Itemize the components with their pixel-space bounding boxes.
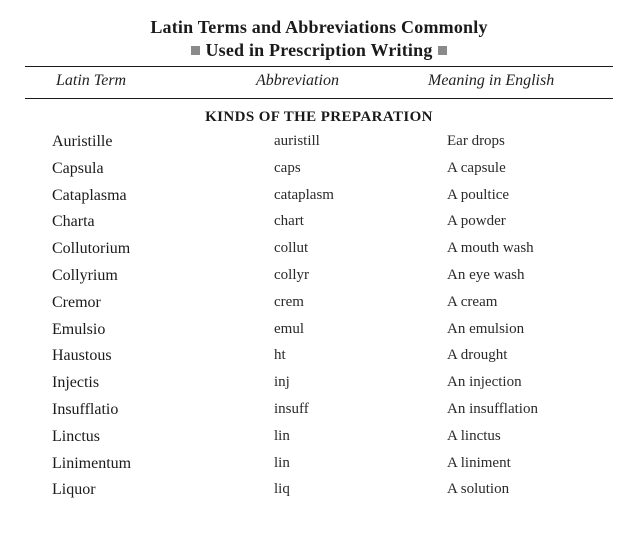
meaning-cell: A linctus bbox=[447, 427, 501, 444]
meaning-cell: An injection bbox=[447, 374, 522, 391]
meaning-cell: A cream bbox=[447, 293, 498, 310]
latin-term-cell: Linctus bbox=[52, 427, 100, 445]
table-row bbox=[0, 455, 638, 481]
latin-term-cell: Haustous bbox=[52, 347, 112, 365]
abbreviation-cell: collut bbox=[274, 240, 309, 257]
meaning-cell: A liniment bbox=[447, 454, 511, 471]
latin-term-cell: Liquor bbox=[52, 481, 96, 499]
latin-term-cell: Auristille bbox=[52, 133, 113, 150]
abbreviation-cell: chart bbox=[274, 213, 304, 230]
table-top-rule bbox=[25, 66, 613, 67]
table-row bbox=[0, 160, 638, 186]
page-subtitle bbox=[0, 40, 638, 61]
table-header-rule bbox=[25, 98, 613, 99]
latin-term-cell: Capsula bbox=[52, 159, 104, 177]
latin-term-cell: Insufflatio bbox=[52, 401, 119, 418]
table-row bbox=[0, 401, 638, 427]
abbreviation-cell: ht bbox=[274, 347, 286, 364]
square-bullet-icon bbox=[191, 46, 200, 55]
table-row bbox=[0, 267, 638, 293]
abbreviation-cell: inj bbox=[274, 374, 290, 391]
meaning-cell: An emulsion bbox=[447, 320, 525, 337]
meaning-cell: An eye wash bbox=[447, 267, 525, 283]
latin-term-cell: Cremor bbox=[52, 293, 101, 311]
abbreviation-cell: lin bbox=[274, 454, 290, 471]
abbreviation-cell: crem bbox=[274, 293, 304, 310]
table-row bbox=[0, 374, 638, 400]
table-row bbox=[0, 428, 638, 454]
meaning-cell: A powder bbox=[447, 213, 506, 230]
table-row bbox=[0, 321, 638, 347]
meaning-cell: A poultice bbox=[447, 186, 510, 203]
table-row bbox=[0, 213, 638, 239]
table-row bbox=[0, 481, 638, 507]
table-row bbox=[0, 240, 638, 266]
meaning-cell: A capsule bbox=[447, 159, 506, 176]
abbreviation-cell: cataplasm bbox=[274, 186, 334, 203]
table-row bbox=[0, 294, 638, 320]
page-title-line-1: Latin Terms and Abbreviations Commonly bbox=[150, 17, 488, 37]
page-title-line-2: Used in Prescription Writing bbox=[205, 40, 433, 60]
latin-term-cell: Collyrium bbox=[52, 267, 118, 284]
meaning-cell: A drought bbox=[447, 347, 508, 364]
latin-term-cell: Emulsio bbox=[52, 320, 106, 338]
abbreviation-cell: liq bbox=[274, 481, 290, 498]
latin-term-cell: Charta bbox=[52, 213, 95, 231]
meaning-cell: A mouth wash bbox=[447, 240, 534, 257]
latin-term-cell: Injectis bbox=[52, 374, 100, 392]
meaning-cell: A solution bbox=[447, 481, 510, 498]
column-header-latin-term: Latin Term bbox=[56, 72, 127, 89]
abbreviation-cell: lin bbox=[274, 427, 290, 444]
section-title: KINDS OF THE PREPARATION bbox=[205, 109, 433, 125]
abbreviation-cell: auristill bbox=[274, 133, 320, 149]
abbreviation-cell: collyr bbox=[274, 267, 309, 283]
column-header-abbreviation: Abbreviation bbox=[256, 72, 339, 89]
meaning-cell: Ear drops bbox=[447, 133, 505, 149]
latin-term-cell: Collutorium bbox=[52, 240, 131, 258]
page-title bbox=[0, 17, 638, 38]
table-row bbox=[0, 187, 638, 213]
abbreviation-cell: emul bbox=[274, 320, 304, 337]
table-row bbox=[0, 347, 638, 373]
latin-term-cell: Linimentum bbox=[52, 454, 132, 472]
table-row bbox=[0, 133, 638, 159]
meaning-cell: An insufflation bbox=[447, 401, 538, 417]
abbreviation-cell: caps bbox=[274, 159, 301, 176]
column-header-meaning: Meaning in English bbox=[428, 72, 555, 89]
abbreviation-cell: insuff bbox=[274, 401, 309, 417]
square-bullet-icon bbox=[438, 46, 447, 55]
latin-term-cell: Cataplasma bbox=[52, 186, 127, 204]
